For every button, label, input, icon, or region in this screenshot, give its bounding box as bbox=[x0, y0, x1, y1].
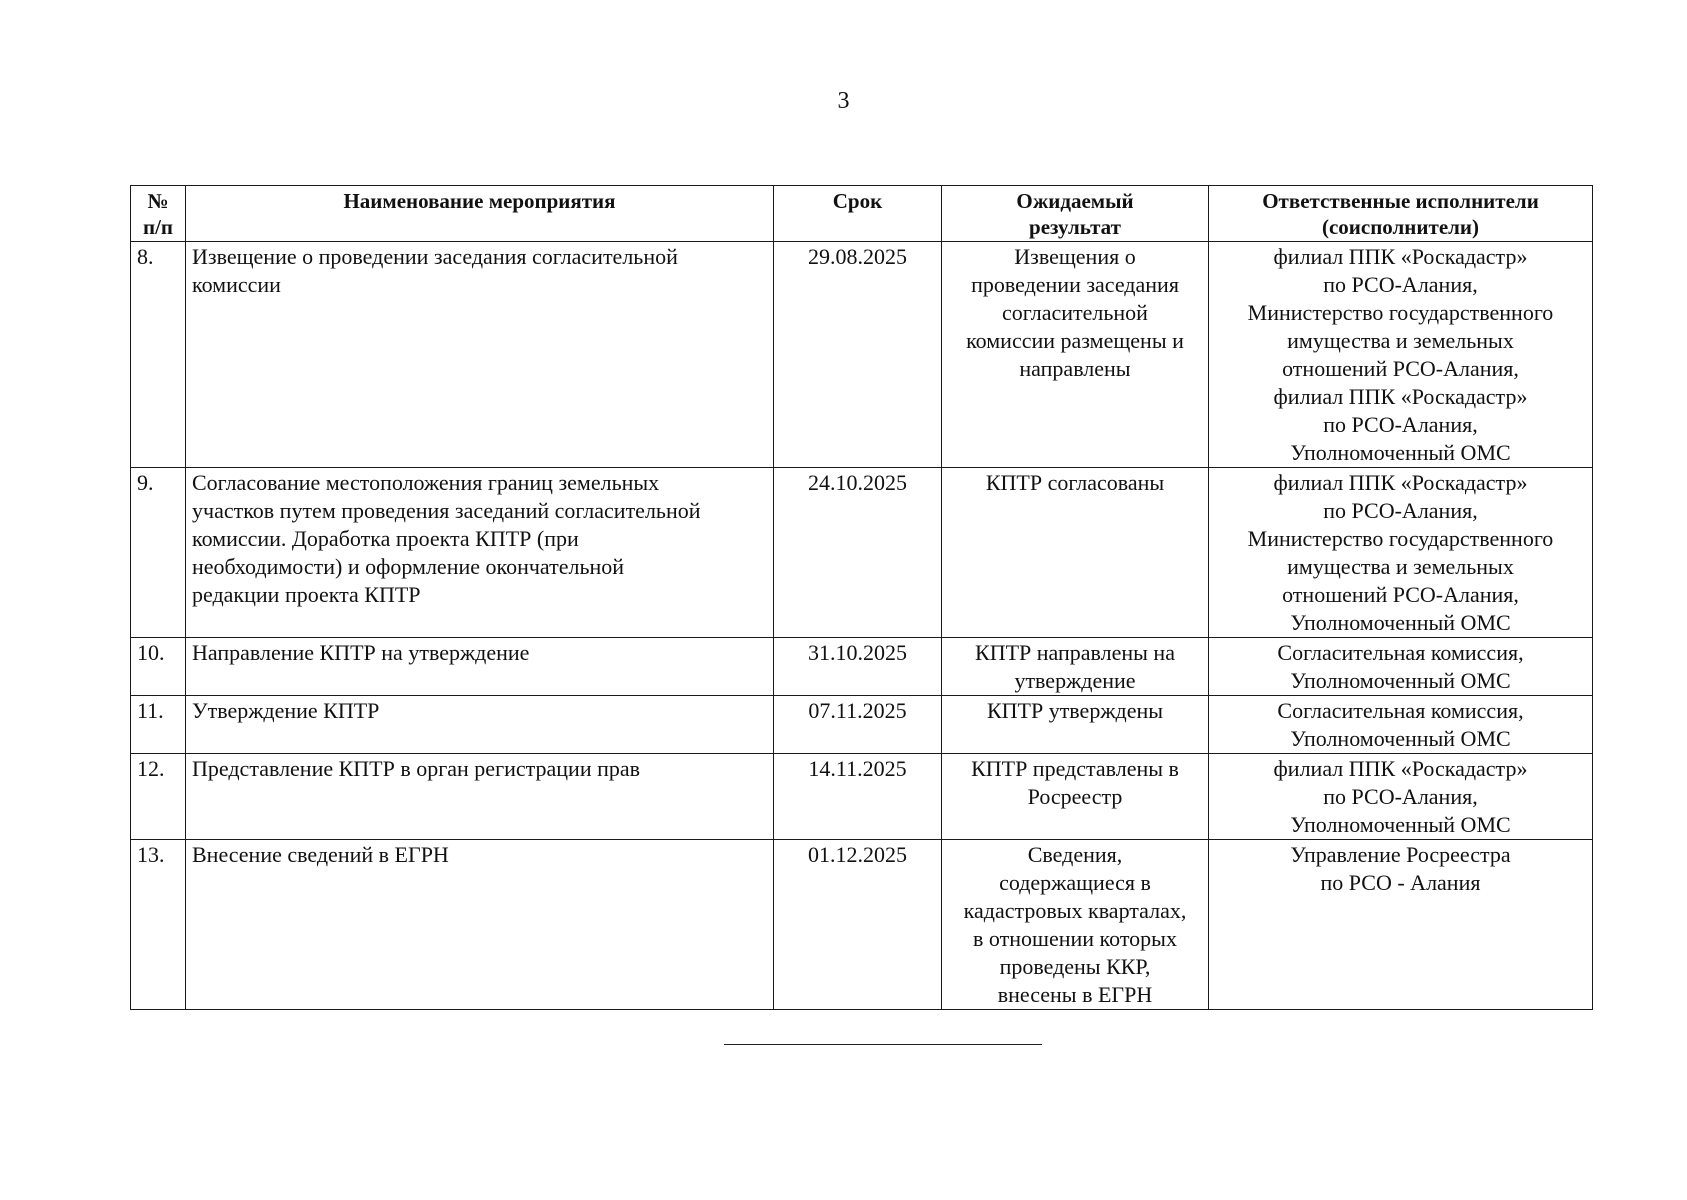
event-name-line: Согласование местоположения границ земельных bbox=[192, 470, 660, 495]
responsible-executors-line: Согласительная комиссия, bbox=[1277, 640, 1524, 665]
header-num: № п/п bbox=[131, 186, 186, 242]
event-name bbox=[186, 638, 774, 696]
table-header-row bbox=[131, 186, 1593, 242]
table-row bbox=[131, 468, 1593, 638]
header-result: Ожидаемый результат bbox=[942, 186, 1209, 242]
end-rule bbox=[724, 1044, 1042, 1045]
responsible-executors-line: имущества и земельных bbox=[1287, 328, 1514, 353]
table-body bbox=[131, 242, 1593, 1010]
responsible-executors-line: по РСО-Алания, bbox=[1323, 784, 1478, 809]
event-deadline: 01.12.2025 bbox=[774, 840, 942, 1010]
expected-result-line: Сведения, bbox=[1027, 842, 1123, 867]
responsible-executors-line: Министерство государственного bbox=[1247, 526, 1554, 551]
expected-result-line: КПТР согласованы bbox=[985, 470, 1165, 495]
responsible-executors-line: Министерство государственного bbox=[1247, 300, 1554, 325]
responsible-executors-line: Уполномоченный ОМС bbox=[1290, 440, 1511, 465]
event-name-line: необходимости) и оформление окончательной bbox=[192, 554, 625, 579]
responsible-executors bbox=[1209, 696, 1593, 754]
expected-result-line: в отношении которых bbox=[973, 926, 1177, 951]
responsible-executors-line: отношений РСО-Алания, bbox=[1282, 356, 1519, 381]
event-deadline: 14.11.2025 bbox=[774, 754, 942, 840]
responsible-executors-line: отношений РСО-Алания, bbox=[1282, 582, 1519, 607]
responsible-executors bbox=[1209, 754, 1593, 840]
event-name-line: комиссии. Доработка проекта КПТР (при bbox=[192, 526, 579, 551]
row-number: 10. bbox=[131, 638, 186, 696]
event-name-line: редакции проекта КПТР bbox=[192, 582, 421, 607]
header-name: Наименование мероприятия bbox=[186, 186, 774, 242]
responsible-executors-line: Управление Росреестра bbox=[1290, 842, 1511, 867]
responsible-executors bbox=[1209, 638, 1593, 696]
events-table bbox=[130, 185, 1593, 1010]
responsible-executors bbox=[1209, 468, 1593, 638]
row-number: 11. bbox=[131, 696, 186, 754]
responsible-executors-line: Уполномоченный ОМС bbox=[1290, 726, 1511, 751]
expected-result-line: внесены в ЕГРН bbox=[997, 982, 1153, 1007]
event-name bbox=[186, 840, 774, 1010]
expected-result-line: проведении заседания bbox=[971, 272, 1179, 297]
expected-result bbox=[942, 242, 1209, 468]
expected-result bbox=[942, 468, 1209, 638]
event-name-line: Извещение о проведении заседания согласительной bbox=[192, 244, 678, 269]
event-name-line: Представление КПТР в орган регистрации прав bbox=[192, 756, 641, 781]
event-deadline: 07.11.2025 bbox=[774, 696, 942, 754]
responsible-executors-line: по РСО-Алания, bbox=[1323, 498, 1478, 523]
expected-result-line: направлены bbox=[1019, 356, 1131, 381]
table-row bbox=[131, 242, 1593, 468]
table-row bbox=[131, 696, 1593, 754]
event-name-line: комиссии bbox=[192, 272, 281, 297]
responsible-executors-line: по РСО-Алания, bbox=[1323, 272, 1478, 297]
responsible-executors-line: Уполномоченный ОМС bbox=[1290, 610, 1511, 635]
event-name-line: Направление КПТР на утверждение bbox=[192, 640, 530, 665]
header-executors: Ответственные исполнители (соисполнители) bbox=[1209, 186, 1593, 242]
expected-result bbox=[942, 754, 1209, 840]
event-deadline: 29.08.2025 bbox=[774, 242, 942, 468]
row-number: 8. bbox=[131, 242, 186, 468]
expected-result-line: утверждение bbox=[1014, 668, 1136, 693]
row-number: 13. bbox=[131, 840, 186, 1010]
event-name bbox=[186, 242, 774, 468]
event-name bbox=[186, 754, 774, 840]
expected-result-line: содержащиеся в bbox=[999, 870, 1151, 895]
expected-result bbox=[942, 840, 1209, 1010]
table-row bbox=[131, 638, 1593, 696]
responsible-executors bbox=[1209, 840, 1593, 1010]
event-name-line: Утверждение КПТР bbox=[192, 698, 380, 723]
expected-result-line: КПТР утверждены bbox=[986, 698, 1164, 723]
expected-result-line: согласительной bbox=[1002, 300, 1148, 325]
row-number: 12. bbox=[131, 754, 186, 840]
event-deadline: 24.10.2025 bbox=[774, 468, 942, 638]
responsible-executors bbox=[1209, 242, 1593, 468]
responsible-executors-line: филиал ППК «Роскадастр» bbox=[1273, 756, 1528, 781]
expected-result-line: комиссии размещены и bbox=[966, 328, 1184, 353]
expected-result-line: КПТР направлены на bbox=[975, 640, 1175, 665]
responsible-executors-line: филиал ППК «Роскадастр» bbox=[1273, 470, 1528, 495]
event-deadline: 31.10.2025 bbox=[774, 638, 942, 696]
expected-result bbox=[942, 638, 1209, 696]
expected-result bbox=[942, 696, 1209, 754]
expected-result-line: Извещения о bbox=[1014, 244, 1136, 269]
responsible-executors-line: по РСО-Алания, bbox=[1323, 412, 1478, 437]
responsible-executors-line: филиал ППК «Роскадастр» bbox=[1273, 384, 1528, 409]
expected-result-line: проведены ККР, bbox=[999, 954, 1151, 979]
expected-result-line: Росреестр bbox=[1027, 784, 1123, 809]
responsible-executors-line: филиал ППК «Роскадастр» bbox=[1273, 244, 1528, 269]
expected-result-line: кадастровых кварталах, bbox=[963, 898, 1187, 923]
table-row bbox=[131, 754, 1593, 840]
responsible-executors-line: Уполномоченный ОМС bbox=[1290, 812, 1511, 837]
event-name bbox=[186, 696, 774, 754]
event-name-line: Внесение сведений в ЕГРН bbox=[192, 842, 449, 867]
event-name-line: участков путем проведения заседаний согласительной bbox=[192, 498, 701, 523]
page-number: 3 bbox=[837, 88, 850, 114]
responsible-executors-line: Согласительная комиссия, bbox=[1277, 698, 1524, 723]
responsible-executors-line: имущества и земельных bbox=[1287, 554, 1514, 579]
expected-result-line: КПТР представлены в bbox=[971, 756, 1179, 781]
row-number: 9. bbox=[131, 468, 186, 638]
responsible-executors-line: по РСО - Алания bbox=[1320, 870, 1481, 895]
table-row bbox=[131, 840, 1593, 1010]
event-name bbox=[186, 468, 774, 638]
responsible-executors-line: Уполномоченный ОМС bbox=[1290, 668, 1511, 693]
header-date: Срок bbox=[774, 186, 942, 242]
